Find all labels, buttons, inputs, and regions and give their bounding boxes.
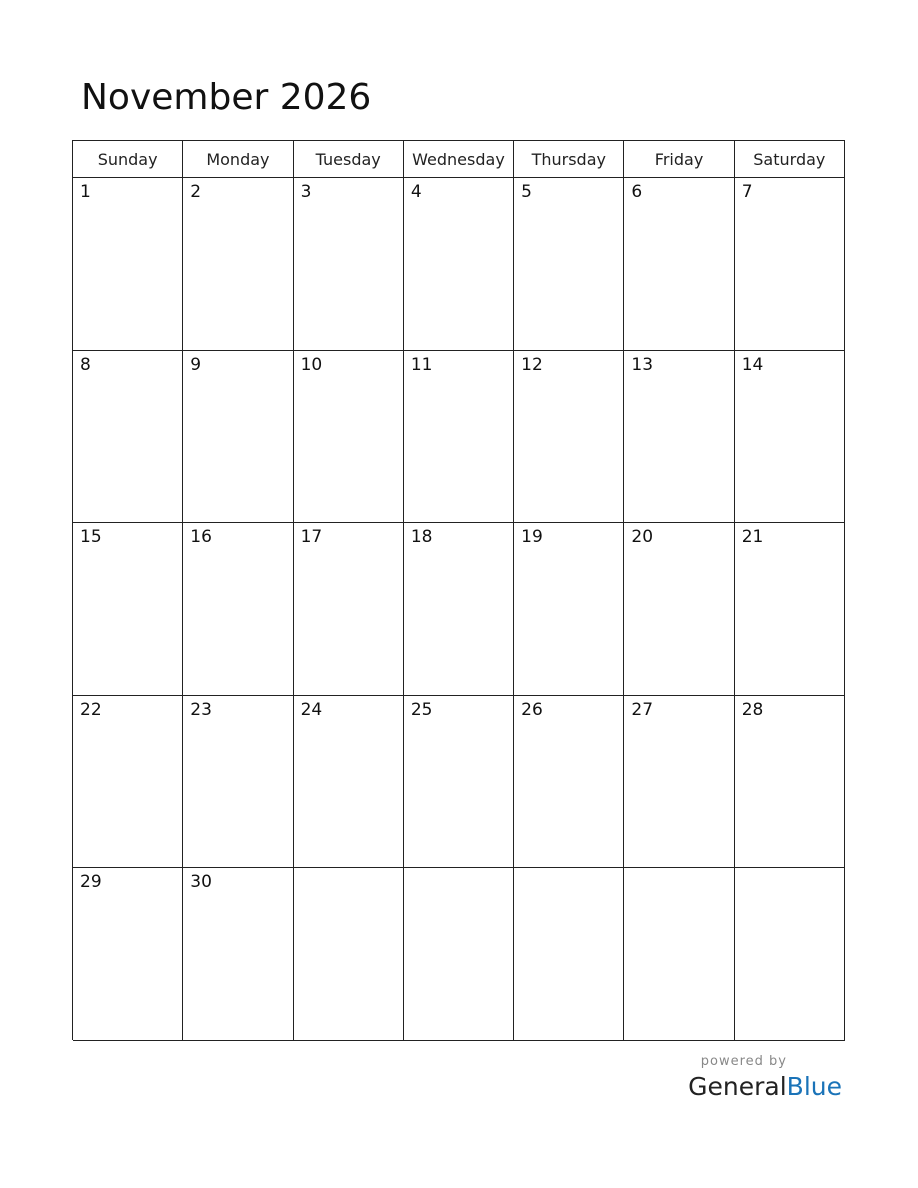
day-cell [735, 178, 845, 351]
day-cell [73, 523, 183, 696]
weekday-header-row [73, 141, 845, 178]
day-number: 13 [631, 354, 654, 375]
day-number: 26 [521, 699, 543, 720]
week-row [73, 868, 845, 1041]
day-cell [183, 696, 293, 869]
day-cell [404, 696, 514, 869]
day-number: 20 [631, 527, 654, 548]
day-number: 7 [741, 182, 753, 202]
week-row [73, 351, 845, 524]
day-number: 1 [80, 182, 91, 202]
day-cell [404, 351, 514, 524]
weekday-header: Monday [183, 141, 293, 178]
day-cell [514, 868, 624, 1041]
day-number: 14 [741, 354, 764, 375]
day-cell [514, 351, 624, 524]
day-number: 25 [410, 699, 433, 720]
day-number: 11 [410, 354, 433, 375]
day-cell [514, 178, 624, 351]
day-cell [624, 868, 734, 1041]
day-cell [404, 523, 514, 696]
powered-by-text: powered by [700, 1054, 787, 1069]
weekday-header: Tuesday [294, 141, 404, 178]
day-number: 17 [300, 527, 323, 548]
week-row [73, 523, 845, 696]
week-row [73, 696, 845, 869]
day-cell [183, 351, 293, 524]
day-number: 28 [741, 699, 764, 720]
footer-branding [688, 1054, 842, 1104]
brand-name-blue: Blue [786, 1072, 842, 1101]
day-number: 23 [190, 699, 212, 720]
week-row [73, 178, 845, 351]
day-cell [624, 696, 734, 869]
day-cell [624, 351, 734, 524]
day-cell [294, 523, 404, 696]
calendar-grid [72, 140, 845, 1040]
brand-name-general: General [688, 1072, 787, 1101]
day-number: 16 [190, 527, 212, 548]
brand-logo [688, 1070, 842, 1104]
day-number: 6 [631, 182, 643, 202]
day-cell [735, 351, 845, 524]
day-number: 30 [190, 872, 212, 893]
page-title: November 2026 [81, 77, 372, 118]
day-number: 8 [80, 354, 91, 375]
day-cell [183, 523, 293, 696]
day-cell [514, 523, 624, 696]
day-number: 24 [300, 699, 323, 720]
weekday-header: Sunday [73, 141, 183, 178]
day-number: 3 [300, 182, 312, 202]
day-cell [294, 868, 404, 1041]
day-cell [735, 868, 845, 1041]
day-cell [624, 523, 734, 696]
weekday-header: Thursday [514, 141, 624, 178]
day-cell [404, 178, 514, 351]
day-number: 21 [741, 527, 764, 548]
day-cell [294, 178, 404, 351]
day-number: 2 [190, 182, 202, 202]
day-number: 18 [410, 527, 433, 548]
weekday-header: Friday [624, 141, 734, 178]
weekday-header: Saturday [735, 141, 845, 178]
day-cell [735, 523, 845, 696]
day-cell [294, 696, 404, 869]
day-cell [183, 178, 293, 351]
day-number: 22 [80, 699, 102, 720]
day-cell [294, 351, 404, 524]
day-cell [624, 178, 734, 351]
day-number: 15 [80, 527, 102, 548]
day-number: 5 [521, 182, 532, 202]
day-cell [73, 178, 183, 351]
day-number: 10 [300, 354, 323, 375]
day-number: 29 [80, 872, 102, 893]
day-number: 4 [410, 182, 422, 202]
day-number: 19 [521, 527, 543, 548]
day-cell [514, 696, 624, 869]
day-cell [73, 351, 183, 524]
day-cell [73, 868, 183, 1041]
day-number: 9 [190, 354, 202, 375]
day-cell [404, 868, 514, 1041]
day-cell [183, 868, 293, 1041]
weekday-header: Wednesday [404, 141, 514, 178]
day-number: 27 [631, 699, 654, 720]
day-number: 12 [521, 354, 543, 375]
day-cell [73, 696, 183, 869]
day-cell [735, 696, 845, 869]
